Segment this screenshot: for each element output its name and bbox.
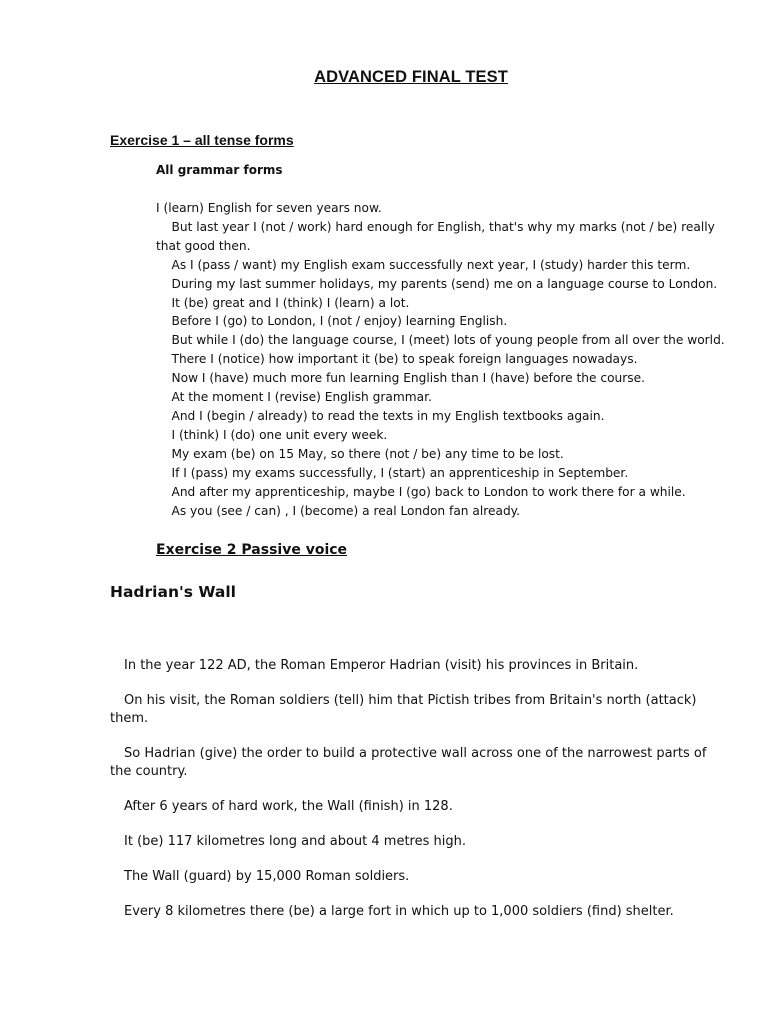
sentence-line: But last year I (not / work) hard enough for English, that's why my marks (not / be) really that good then. xyxy=(156,219,719,253)
sentence-line: It (be) great and I (think) I (learn) a lot. xyxy=(156,295,410,310)
sentence-line: During my last summer holidays, my parents (send) me on a language course to London. xyxy=(156,276,718,291)
exercise-1-heading: Exercise 1 – all tense forms xyxy=(110,132,294,148)
sentence-line: My exam (be) on 15 May, so there (not / be) any time to be lost. xyxy=(156,446,564,461)
sentence-line: And after my apprenticeship, maybe I (go) back to London to work there for a while. xyxy=(156,484,686,499)
story-body xyxy=(110,657,715,938)
exercise-1-sentences xyxy=(156,199,725,520)
story-paragraph: In the year 122 AD, the Roman Emperor Hadrian (visit) his provinces in Britain. xyxy=(124,658,639,673)
story-paragraph: On his visit, the Roman soldiers (tell) him that Pictish tribes from Britain's north (attack) them. xyxy=(110,693,697,726)
story-paragraph: Every 8 kilometres there (be) a large fort in which up to 1,000 soldiers (find) shelter. xyxy=(124,904,674,919)
sentence-line: But while I (do) the language course, I (meet) lots of young people from all over the world. xyxy=(156,333,725,348)
story-paragraph: It (be) 117 kilometres long and about 4 metres high. xyxy=(124,834,466,849)
story-paragraph: After 6 years of hard work, the Wall (finish) in 128. xyxy=(124,799,453,814)
exercise-1-subheading: All grammar forms xyxy=(156,163,283,177)
story-title: Hadrian's Wall xyxy=(110,583,236,601)
sentence-line: I (think) I (do) one unit every week. xyxy=(156,427,388,442)
sentence-line: As I (pass / want) my English exam successfully next year, I (study) harder this term. xyxy=(156,257,691,272)
sentence-line: Now I (have) much more fun learning English than I (have) before the course. xyxy=(156,371,646,386)
sentence-line: At the moment I (revise) English grammar. xyxy=(156,390,432,405)
exercise-2-heading: Exercise 2 Passive voice xyxy=(156,542,348,558)
sentence-line: As you (see / can) , I (become) a real London fan already. xyxy=(156,503,521,518)
sentence-line: And I (begin / already) to read the texts in my English textbooks again. xyxy=(156,408,605,423)
story-paragraph: So Hadrian (give) the order to build a protective wall across one of the narrowest parts of the country. xyxy=(110,746,707,779)
sentence-line: I (learn) English for seven years now. xyxy=(156,201,382,215)
story-paragraph: The Wall (guard) by 15,000 Roman soldiers. xyxy=(124,869,410,884)
sentence-line: There I (notice) how important it (be) to speak foreign languages nowadays. xyxy=(156,352,638,367)
sentence-line: Before I (go) to London, I (not / enjoy) learning English. xyxy=(156,314,508,329)
sentence-line: If I (pass) my exams successfully, I (start) an apprenticeship in September. xyxy=(156,465,629,480)
document-title: ADVANCED FINAL TEST xyxy=(314,68,508,86)
